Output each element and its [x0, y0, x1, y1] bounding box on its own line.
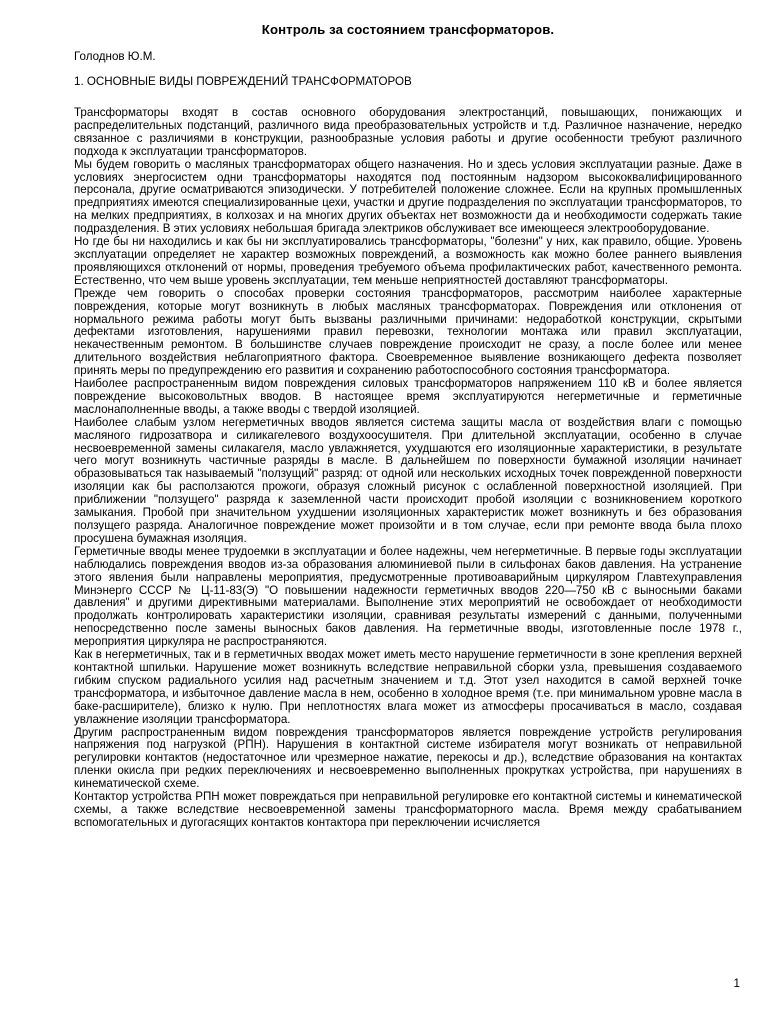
paragraph: Другим распространенным видом повреждения трансформаторов является повреждение устройств регулирования напряжения под нагрузкой (РПН). Нарушения в контактной системе избирателя могут возникать от неправильной регулировки контактов (недостаточное или чрезмерное нажатие, перекосы и др.), вследствие образования на контактах пленки окисла при редких переключениях и несвоевременно выполненных прокрутках устройства, при нарушениях в кинематической схеме. [74, 725, 742, 791]
paragraph: Наиболее слабым узлом негерметичных вводов является система защиты масла от воздействия влаги с помощью масляного гидрозатвора и силикагелевого воздухоосушителя. При длительной эксплуатации, особенно в случае несвоевременной замены силакагеля, масло увлажняется, ухудшаются его изоляционные характеристики, в результате чего могут возникнуть частичные разряды в масле. В дальнейшем по поверхности бумажной изоляции начинает образовываться так называемый "ползущий" разряд: от одной или нескольких исходных точек поврежденной поверхности изоляции как бы расползаются прожоги, образуя сложный рисунок с ослабленной поверхностной изоляцией. При приближении "ползущего" разряда к заземленной части происходит пробой изоляции с возникновением короткого замыкания. Пробой при значительном ухудшении изоляционных характеристик может возникнуть и без образования ползущего разряда. Аналогичное повреждение может произойти и в том случае, если при ремонте ввода была плохо просушена бумажная изоляция. [74, 415, 742, 545]
section-heading: 1. ОСНОВНЫЕ ВИДЫ ПОВРЕЖДЕНИЙ ТРАНСФОРМАТОРОВ [74, 75, 412, 88]
paragraph: Мы будем говорить о масляных трансформаторах общего назначения. Но и здесь условия эксплуатации разные. Даже в условиях энергосистем одни трансформаторы находятся под постоянным надзором высококвалифицированного персонала, другие осматриваются эпизодически. У потребителей положение сложнее. Если на крупных промышленных предприятиях имеются специализированные цехи, участки и другие подразделения по эксплуатации трансформаторов, то на мелких предприятиях, в колхозах и на многих других объектах нет возможности да и необходимости содержать такие подразделения. В этих условиях небольшая бригада электриков обслуживает все имеющееся электрооборудование. [74, 157, 742, 236]
paragraph: Но где бы ни находились и как бы ни эксплуатировались трансформаторы, "болезни" у них, как правило, общие. Уровень эксплуатации определяет не характер возможных повреждений, а возможность как можно более раннего выявления проявляющихся отклонений от нормы, проведения требуемого объема профилактических работ, качественного ремонта. Естественно, что чем выше уровень эксплуатации, тем меньше неприятностей доставляют трансформаторы. [74, 235, 742, 287]
page-number: 1 [733, 977, 740, 990]
paragraph: Наиболее распространенным видом повреждения силовых трансформаторов напряжением 110 кВ и более является повреждение высоковольтных вводов. В настоящее время эксплуатируются негерметичные и герметичные маслонаполненные вводы, а также вводы с твердой изоляцией. [74, 377, 742, 416]
document-title: Контроль за состоянием трансформаторов. [261, 22, 555, 37]
author-name: Голоднов Ю.М. [74, 50, 156, 63]
paragraph: Прежде чем говорить о способах проверки состояния трансформаторов, рассмотрим наиболее характерные повреждения, которые могут возникнуть в любых масляных трансформаторах. Повреждения или отклонения от нормального режима работы могут быть вызваны различными причинами: недоработкой конструкции, скрытыми дефектами изготовления, нарушениями правил перевозки, технологии монтажа или правил эксплуатации, некачественным ремонтом. В большинстве случаев повреждение происходит не сразу, а после более или менее длительного воздействия неблагоприятного фактора. Своевременное выявление возникающего дефекта позволяет принять меры по предупреждению его развития и сохранению работоспособного состояния трансформатора. [74, 286, 742, 378]
paragraph: Герметичные вводы менее трудоемки в эксплуатации и более надежны, чем негерметичные. В первые годы эксплуатации наблюдались повреждения вводов из-за образования алюминиевой пыли в сильфонах баков давления. На устранение этого явления были направлены мероприятия, предусмотренные противоаварийным циркуляром Главтехуправления Минэнерго СССР № Ц-11-83(Э) "О повышении надежности герметичных вводов 220—750 кВ с выносными баками давления" и другими директивными материалами. Выполнение этих мероприятий не освобождает от необходимости продолжать контролировать характеристики изоляции, сравнивая результаты измерений с данными, полученными непосредственно после замены выносных баков давления. На герметичные вводы, изготовленные после 1978 г., мероприятия циркуляра не распространяются. [74, 544, 742, 649]
paragraph: Контактор устройства РПН может повреждаться при неправильной регулировке его контактной системы и кинематической схемы, а также вследствие несвоевременной замены трансформаторного масла. Время между срабатыванием вспомогательных и дугогасящих контактов контактора при переключении исчисляется [74, 790, 742, 829]
document-page [74, 22, 742, 830]
document-body [74, 107, 742, 830]
paragraph: Трансформаторы входят в состав основного оборудования электростанций, повышающих, понижающих и распределительных подстанций, различного вида преобразовательных устройств и т.д. Различное назначение, нередко связанное с различиями в конструкции, разнообразные условия работы и другие особенности требуют различного подхода к эксплуатации трансформаторов. [74, 106, 742, 158]
paragraph: Как в негерметичных, так и в герметичных вводах может иметь место нарушение герметичности в зоне крепления верхней контактной шпильки. Нарушение может возникнуть вследствие неправильной сборки узла, превышения создаваемого гибким спуском радиального усилия над расчетным значением и т.д. Этот узел находится в самой верхней точке трансформатора, и избыточное давление масла в нем, особенно в холодное время (т.е. при минимальном уровне масла в баке-расширителе), близко к нулю. При неплотностях влага может из атмосферы просачиваться в масло, создавая увлажнение изоляции трансформатора. [74, 648, 742, 726]
